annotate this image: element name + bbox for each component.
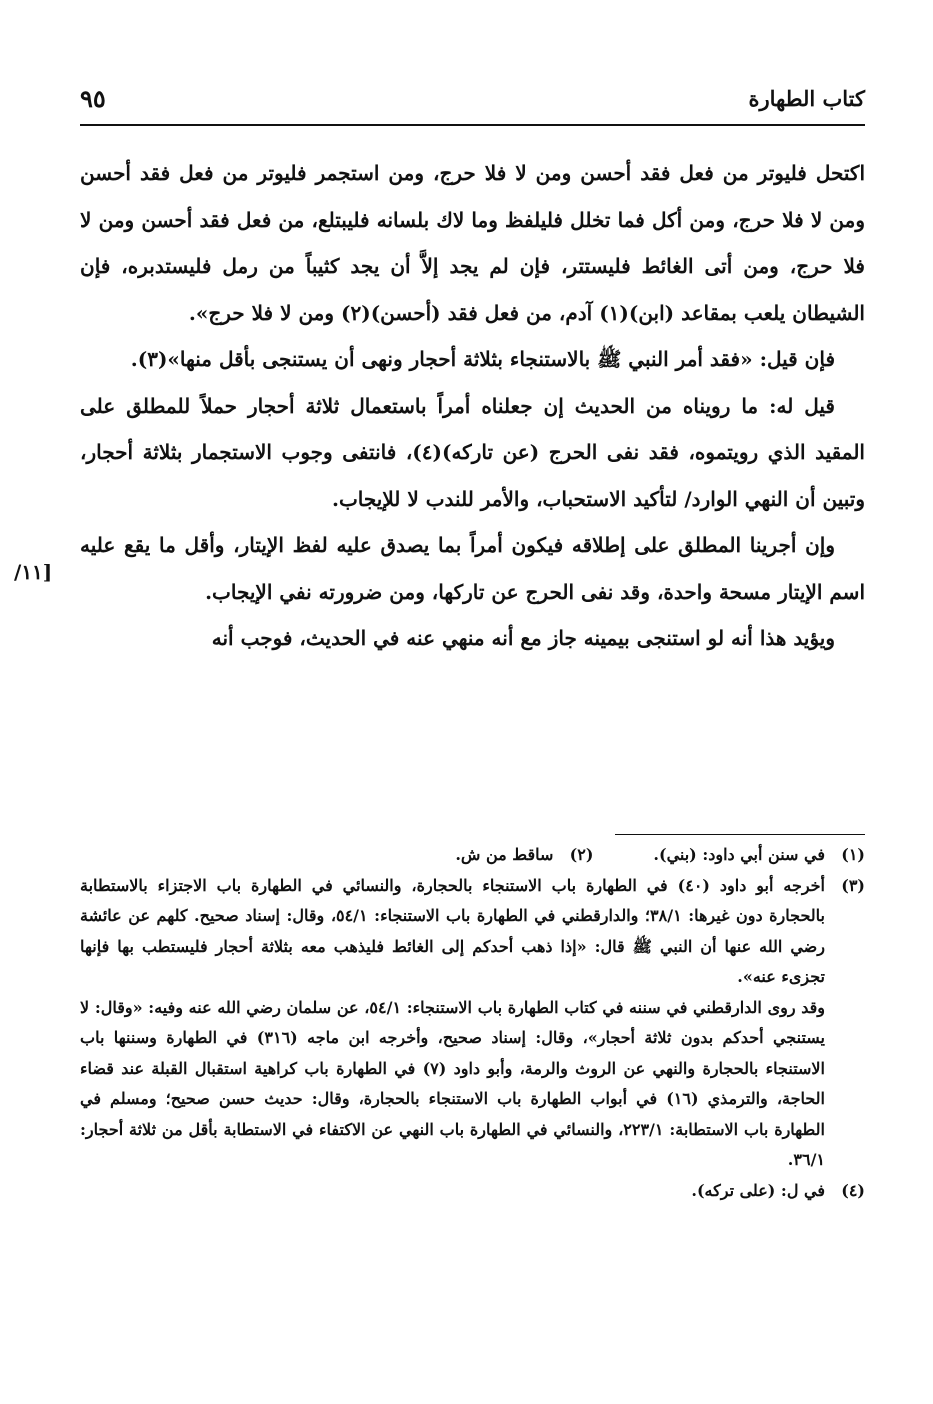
footnote-number: (٣) xyxy=(841,875,865,895)
paragraph: وإن أجرينا المطلق على إطلاقه فيكون أمراً بما يصدق عليه لفظ الإيتار، وأقل ما يقع عليه اسم الإيتار مسحة واحدة، وقد نفى الحرج عن تاركها، ومن ضرورته نفي الإيجاب. xyxy=(80,533,865,604)
footnote-text: في ل: (على تركه). xyxy=(691,1180,825,1200)
footnote-text: ساقط من ش. xyxy=(455,845,554,864)
paragraph: فإن قيل: «فقد أمر النبي ﷺ بالاستنجاء بثلاثة أحجار ونهى أن يستنجى بأقل منها»(٣). xyxy=(130,347,835,371)
paragraph: اكتحل فليوتر من فعل فقد أحسن ومن لا فلا حرج، ومن استجمر فليوتر من فعل فقد أحسن ومن لا فلا حرج، ومن أكل فما تخلل فليلفظ وما لاك بلسانه فليبتلع، من فعل فقد أحسن ومن لا فلا حرج، ومن أتى الغائط فليستتر، فإن لم يجد إلاَّ أن يجد كثيباً من رمل فليستدبره، فإن الشيطان يلعب بمقاعد (ابن)(١) آدم، من فعل فقد (أحسن)(٢) ومن لا فلا حرج». xyxy=(80,161,865,325)
footnotes xyxy=(80,840,865,1206)
page-header xyxy=(80,82,865,126)
footnote-text: أخرجه أبو داود (٤٠) في الطهارة باب الاستنجاء بالحجارة، والنسائي في الطهارة باب الاجتزاء بالاستطابة بالحجارة دون غيرها: ٣٨/١؛ والدارقطني في الطهارة باب الاستنجاء: ٥٤/١، وقال: إسناد صحيح. كلهم عن عائشة رضي الله عنها أن النبي ﷺ قال: «إذا ذهب أحدكم إلى الغائط فليذهب معه بثلاثة أحجار فليستطب بها فإنها تجزىء عنه». xyxy=(80,875,826,986)
footnote-number: (٢) xyxy=(569,845,594,864)
footnote-text: في سنن أبي داود: (بني). xyxy=(653,845,825,864)
footnote-text: وقد روى الدارقطني في سننه في كتاب الطهارة باب الاستنجاء: ٥٤/١، عن سلمان رضي الله عنه وفيه: «وقال: لا يستنجي أحدكم بدون ثلاثة أحجار»، وقال: إسناد صحيح، وأخرجه ابن ماجه (٣١٦) في الطهارة وسننها باب الاستنجاء بالحجارة والنهي عن الروث والرمة، وأبو داود (٧) في الطهارة باب كراهية استقبال القبلة عند قضاء الحاجة، والترمذي (١٦) في أبواب الطهارة باب الاستنجاء بالحجارة، وقال: حديث حسن صحيح؛ ومسلم في الطهارة باب الاستطابة: ٢٢٣/١، والنسائي في الطهارة باب النهي عن الاكتفاء في الاستطابة بأقل من ثلاثة أحجار: ٣٦/١. xyxy=(80,997,826,1169)
footnote-number: (١) xyxy=(841,845,865,864)
book-title: كتاب الطهارة xyxy=(748,86,865,111)
margin-folio-marker: [١١/ xyxy=(14,560,53,584)
footnote-number: (٤) xyxy=(841,1180,865,1200)
footnote-row xyxy=(80,840,865,871)
footnote-divider xyxy=(615,834,865,835)
footnote-continuation xyxy=(80,993,865,1176)
paragraph: قيل له: ما رويناه من الحديث إن جعلناه أمراً باستعمال ثلاثة أحجار حملاً للمطلق على المقيد الذي رويتموه، فقد نفى الحرج (عن تاركه)(٤)، فانتفى وجوب الاستجمار بثلاثة أحجار، وتبين أن النهي الوارد/ لتأكيد الاستحباب، والأمر للندب لا للإيجاب. xyxy=(80,393,865,511)
footnote xyxy=(80,871,865,993)
page-number: ٩٥ xyxy=(80,84,106,113)
paragraph: ويؤيد هذا أنه لو استنجى بيمينه جاز مع أنه منهي عنه في الحديث، فوجب أنه xyxy=(211,626,835,650)
footnote-gap xyxy=(593,840,653,871)
footnote xyxy=(80,1176,865,1207)
main-text xyxy=(80,150,865,662)
